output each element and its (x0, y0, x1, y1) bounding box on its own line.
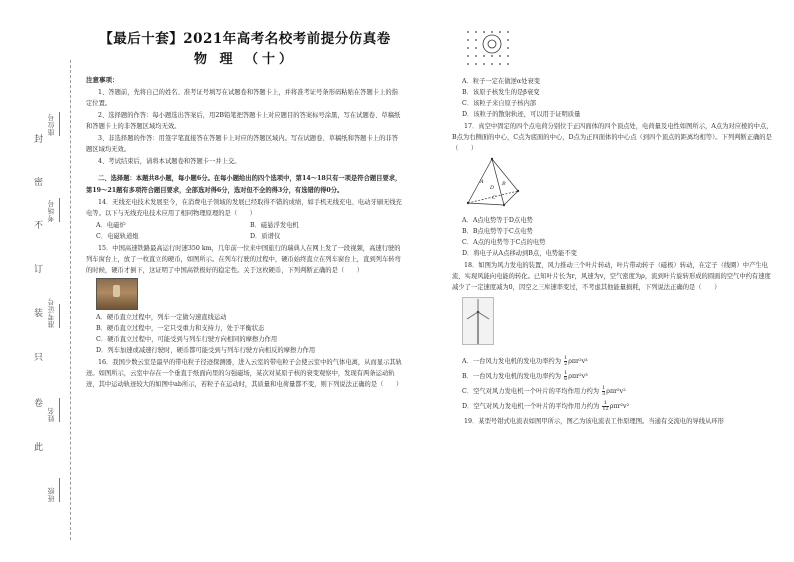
option: C．硬币直立过程中，可能受到与列车行驶方向相同的摩擦力作用 (96, 336, 278, 343)
option: C．电磁轨道炮 (96, 233, 139, 240)
option: D．将电子从A点移动到B点，电势能不变 (462, 250, 577, 257)
ticket-number-field: 准考证号 (46, 298, 60, 328)
fraction: $\frac{1}{2}$ (564, 355, 568, 367)
binding-char: 不 (34, 221, 44, 231)
seat-number-field: 座位号 (46, 112, 60, 136)
point-label: D (490, 185, 495, 191)
option: D．该粒子的散射轨迹，可以用于证明质量 (462, 111, 581, 118)
point-label: B (502, 181, 506, 187)
question-19-stem: 19．某型号钳式电流表如图甲所示，图乙为该电流表工作原理图。当通有交流电的导线从环形 (464, 418, 724, 425)
option: A．一台风力发电机的发电功率约为 $\frac{1}{2}$ ρπr²v³ (462, 355, 588, 367)
binding-char: 订 (34, 265, 44, 275)
option: C．空气对风力发电机一个叶片的平均作用力约为 $\frac{1}{3}$ ρπr²v² (462, 385, 626, 397)
question-17-stem: 17．真空中固定的四个点电荷分别位于正四面体的四个顶点处，电荷量及电性如图所示，A点为对应棱的中点，B点为右侧面的中心，C点为底面的中心，D点为正四面体的中心点（到四个顶点的距离均相等）。下列判断正确的是（ ） (452, 123, 773, 152)
left-column (86, 31, 404, 391)
option: B．B点电势等于C点电势 (462, 228, 533, 235)
option: D．空气对风力发电机一个叶片的平均作用力约为 $\frac{1}{12}$ ρπr²v² (462, 400, 630, 412)
point-label: C (492, 195, 496, 201)
binding-char: 此 (34, 443, 44, 453)
note-item: 1、答题前，先将自己的姓名、准考证号填写在试题卷和答题卡上，并将准考证号条形码粘贴在答题卡上的指定位置。 (86, 89, 398, 107)
question-16-stem: 16．我国少数云室是最早的带电粒子径迹探测器，进入云室的带电粒子会使云室中的气体电离，从而显示其轨迹。如图所示，云室中存在一个垂直于纸面向里的匀强磁场，某次对某原子核的衰变观察中，发现有两条运动轨迹，其中运动轨迹较大的如图中ab所示，若粒子在运动时，其质量和电荷量都不变，则下列说法正确的是（ ） (86, 359, 403, 388)
subject-title: 物 理 （十） (193, 52, 297, 67)
note-item: 3、非选择题的作答：用签字笔直接答在答题卡上对应的答题区域内。写在试题卷、草稿纸和答题卡上的非答题区域均无效。 (86, 135, 398, 153)
option: B．该原子核发生的是β衰变 (462, 89, 540, 96)
binding-char: 封 (34, 135, 44, 145)
option: D．列车加速或减速行驶时，硬币都可能受到与列车行驶方向相反的摩擦力作用 (96, 347, 316, 354)
binding-char: 卷 (34, 399, 44, 409)
note-item: 2、选择题的作答：每小题选出答案后，用2B铅笔把答题卡上对应题目的答案标号涂黑，写在试题卷、草稿纸和答题卡上的非答题区域均无效。 (86, 112, 401, 130)
option: A．A点电势等于D点电势 (462, 217, 533, 224)
option: B．一台风力发电机的发电功率约为 $\frac{1}{6}$ ρπr²v³ (462, 370, 588, 382)
fraction: $\frac{1}{3}$ (602, 385, 606, 397)
fraction: $\frac{1}{6}$ (564, 370, 568, 382)
option: A．硬币直立过程中，列车一定做匀速直线运动 (96, 314, 227, 321)
point-label: A (480, 179, 484, 185)
option: D．质谱仪 (250, 233, 281, 240)
note-item: 4、考试结束后，请将本试题卷和答题卡一并上交。 (98, 158, 241, 165)
fraction: $\frac{1}{12}$ (602, 400, 609, 412)
class-field: 班级 (46, 478, 60, 502)
notes-heading: 注意事项： (86, 76, 119, 84)
binding-char: 只 (34, 353, 44, 363)
binding-char: 密 (34, 178, 44, 188)
question-14-stem: 14．无线充电技术发展至今，在消费电子领域的发展已经取得不错的成绩，如手机无线充电、电动牙刷无线充电等。以下与无线充电技术应用了相同物理原理的是（ ） (86, 199, 402, 217)
question-15-stem: 15．中国高速铁路最高运行时速350 km，几年前一位来中国旅行的瑞典人在网上发了一段视频，高速行驶的列车窗台上，放了一枚直立的硬币，如图所示。在列车行驶的过程中，硬币始终直立在列车窗台上，直到列车转弯的时候，硬币才倒下，这证明了中国高铁极好的稳定性。关于这枚硬币，下列判断正确的是（ ） (86, 245, 401, 274)
option: C．A点的电势等于C点的电势 (462, 239, 546, 246)
wind-turbine-photo (462, 297, 494, 345)
binding-dashed-line (70, 60, 71, 540)
option: B．磁悬浮发电机 (250, 222, 299, 229)
option: A．电磁炉 (96, 222, 126, 229)
coin-on-train-photo (96, 278, 138, 310)
question-18-stem: 18．如图为风力发电的装置，风力推动三个叶片转动，叶片带动转子（磁极）转动，在定子（线圈）中产生电流，实现风能向电能的转化。已知叶片长为r，风速为v，空气密度为ρ，流到叶片旋转形成的圆面的空气中约有速度减少了一定速度减为0，因空之三库速率变过，不考虑其他能量损耗，下列说法正确的是（ ） (452, 262, 771, 291)
binding-char: 装 (34, 309, 44, 319)
option: A．粒子一定在做逆α处衰变 (462, 78, 541, 85)
option: C．该粒子来自原子核内部 (462, 100, 537, 107)
name-field: 姓名 (46, 398, 60, 422)
question-14-options (86, 220, 404, 242)
option: B．硬币直立过程中，一定只受重力和支持力，处于平衡状态 (96, 325, 265, 332)
right-column (452, 26, 774, 428)
tetrahedron-figure (462, 155, 522, 211)
exam-title: 【最后十套】2021年高考名校考前提分仿真卷 (99, 31, 391, 47)
section-heading: 二、选择题：本题共8小题，每小题6分。在每小题给出的四个选项中，第14～18只有一项是符合题目要求，第19～21题有多项符合题目要求，全部选对得6分，选对但不全的得3分，有选错的得0分。 (86, 175, 402, 194)
exam-room-field: 考场号 (46, 198, 60, 222)
cloud-chamber-figure (462, 26, 522, 72)
